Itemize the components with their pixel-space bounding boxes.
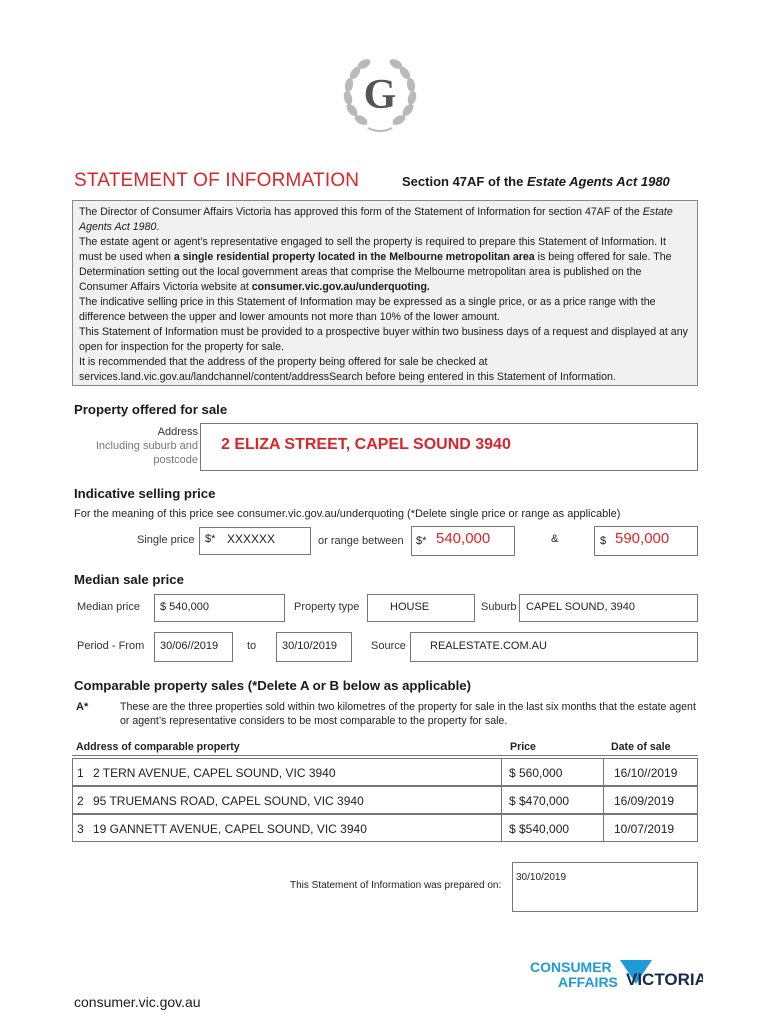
col-divider [603, 759, 604, 785]
row-price: $ $540,000 [509, 822, 570, 836]
address-sublabel: Including suburb and [95, 440, 198, 452]
property-type-value: HOUSE [390, 601, 430, 613]
indicative-heading: Indicative selling price [74, 486, 216, 501]
range-ampersand: & [551, 533, 559, 545]
table-row [72, 786, 698, 814]
svg-text:AFFAIRS: AFFAIRS [558, 974, 618, 990]
col-address-header: Address of comparable property [76, 741, 240, 753]
svg-text:VICTORIA: VICTORIA [626, 970, 703, 989]
row-price: $ $470,000 [509, 794, 570, 808]
footer-url[interactable]: consumer.vic.gov.au [74, 994, 201, 1010]
option-a-label: A* [76, 701, 89, 713]
agency-logo [338, 52, 422, 136]
property-address: 2 ELIZA STREET, CAPEL SOUND 3940 [221, 436, 511, 453]
document-title: STATEMENT OF INFORMATION [74, 170, 360, 191]
period-to-label: to [247, 640, 257, 652]
single-price-prefix: $* [205, 533, 216, 545]
option-a-text: These are the three properties sold within two kilometres of the property for sale in the last six months that the estate agent or agent’s representative considers to be most comparable to the property for sale. [120, 701, 696, 727]
svg-text:G: G [363, 72, 397, 118]
prepared-label: This Statement of Information was prepared on: [290, 880, 502, 891]
row-price: $ 560,000 [509, 766, 563, 780]
address-label: Address [157, 426, 198, 438]
address-sublabel-2: postcode [153, 454, 198, 466]
median-price-value: $ 540,000 [160, 601, 209, 613]
row-date: 16/10//2019 [614, 766, 678, 780]
table-row [72, 814, 698, 842]
section-reference: Section 47AF of the Estate Agents Act 1980 [402, 174, 670, 189]
single-price-label: Single price [137, 534, 195, 546]
col-divider [603, 815, 604, 841]
table-header-divider [72, 755, 698, 756]
row-date: 16/09/2019 [614, 794, 675, 808]
table-row [72, 758, 698, 786]
col-divider [603, 787, 604, 813]
range-low-prefix: $* [416, 535, 427, 547]
row-number: 2 [77, 794, 84, 808]
row-number: 3 [77, 822, 84, 836]
period-from-value: 30/06//2019 [160, 640, 219, 652]
range-label: or range between [318, 535, 404, 547]
suburb-label: Suburb [481, 601, 517, 613]
row-date: 10/07/2019 [614, 822, 675, 836]
col-divider [501, 759, 502, 785]
comparable-heading: Comparable property sales (*Delete A or B below as applicable) [74, 678, 471, 693]
svg-text:CONSUMER: CONSUMER [530, 959, 612, 975]
period-label: Period - From [77, 640, 145, 652]
range-low-value: 540,000 [436, 530, 491, 547]
range-high-value: 590,000 [615, 530, 670, 547]
col-date-header: Date of sale [611, 741, 671, 753]
median-heading: Median sale price [74, 572, 184, 587]
col-divider [501, 815, 502, 841]
intro-box: The Director of Consumer Affairs Victoria has approved this form of the Statement of Information for section 47AF of the Estate Agents Act 1980. The estate agent or agent’s representative engaged to sell the property is required to prepare this Statement of Information. It must be used when a single residential property located in the Melbourne metropolitan area is being offered for sale. The Determination setting out the local government areas that comprise the Melbourne metropolitan area is published on the Consumer Affairs Victoria website at consumer.vic.gov.au/underquoting. The indicative selling price in this Statement of Information may be expressed as a single price, or as a price range with the difference between the upper and lower amounts not more than 10% of the lower amount. This Statement of Information must be provided to a prospective buyer within two business days of a request and displayed at any open for inspection for the property for sale. It is recommended that the address of the property being offered for sale be checked at services.land.vic.gov.au/landchannel/content/addressSearch before being entered in this Statement of Information. [72, 200, 698, 386]
row-number: 1 [77, 766, 84, 780]
prepared-date-field[interactable] [512, 862, 698, 912]
period-to-value: 30/10/2019 [282, 640, 338, 652]
consumer-affairs-logo [528, 957, 703, 991]
source-value: REALESTATE.COM.AU [430, 640, 547, 652]
col-price-header: Price [510, 741, 536, 753]
source-label: Source [371, 640, 406, 652]
row-address: 95 TRUEMANS ROAD, CAPEL SOUND, VIC 3940 [93, 794, 364, 808]
median-price-label: Median price [77, 601, 140, 613]
indicative-note: For the meaning of this price see consumer.vic.gov.au/underquoting (*Delete single price or range as applicable) [74, 508, 621, 520]
row-address: 19 GANNETT AVENUE, CAPEL SOUND, VIC 3940 [93, 822, 367, 836]
row-address: 2 TERN AVENUE, CAPEL SOUND, VIC 3940 [93, 766, 336, 780]
prepared-date-value: 30/10/2019 [516, 872, 567, 883]
property-type-label: Property type [294, 601, 360, 613]
col-divider [501, 787, 502, 813]
suburb-value: CAPEL SOUND, 3940 [526, 601, 636, 613]
single-price-value: XXXXXX [227, 532, 276, 546]
range-high-prefix: $ [600, 535, 607, 547]
property-heading: Property offered for sale [74, 402, 228, 417]
